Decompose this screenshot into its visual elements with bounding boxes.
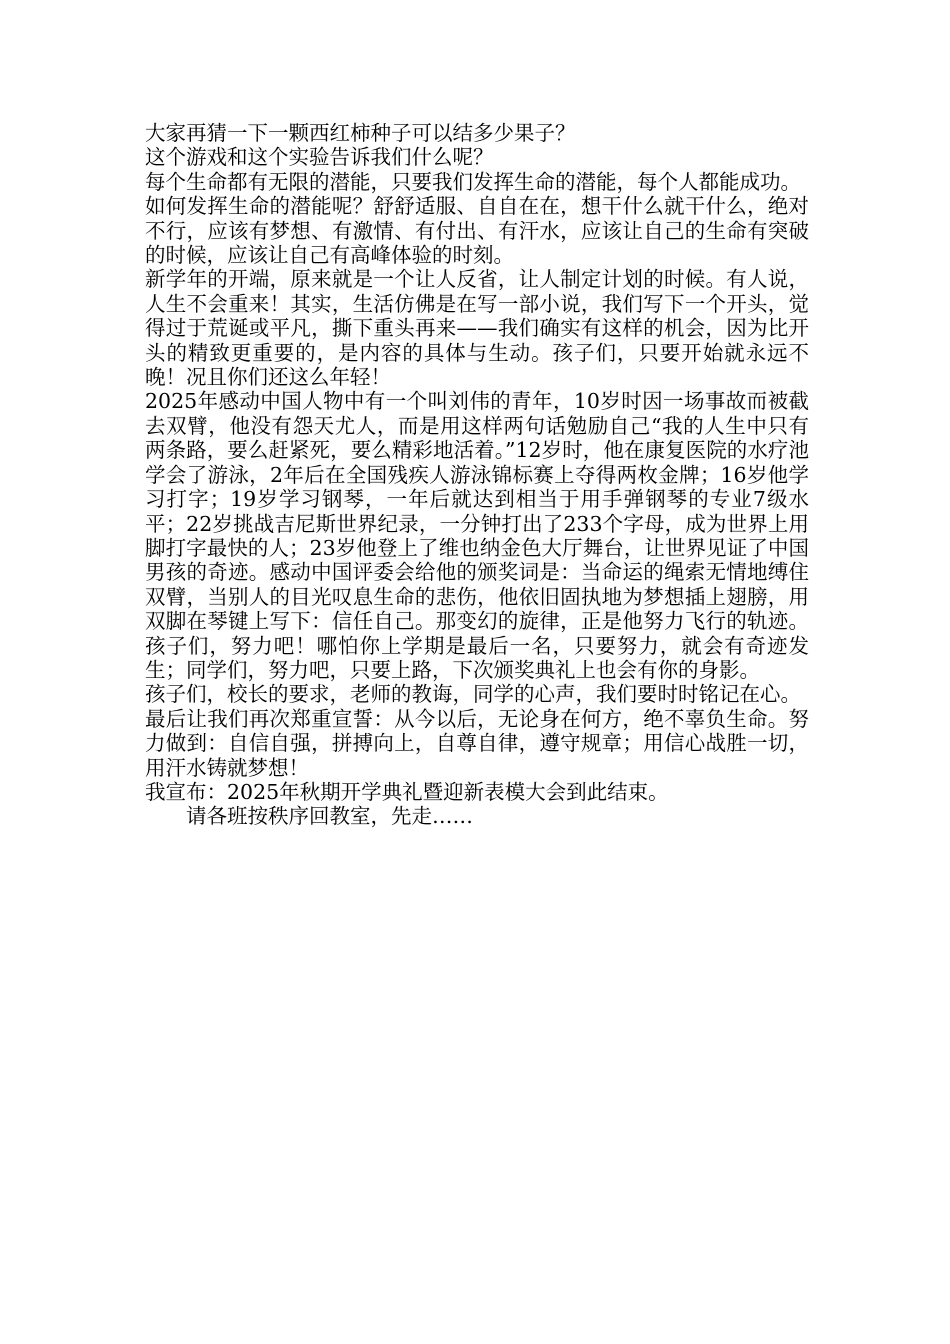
paragraph: 请各班按秩序回教室，先走…… bbox=[186, 804, 473, 829]
paragraph: 最后让我们再次郑重宣誓：从今以后，无论身在何方，绝不辜负生命。努力做到：自信自强，拼搏向上，自尊自律，遵守规章；用信心战胜一切， 用汗水铸就梦想！ bbox=[145, 706, 809, 780]
paragraph: 这个游戏和这个实验告诉我们什么呢？ bbox=[145, 145, 494, 170]
paragraph: 2025年感动中国人物中有一个叫刘伟的青年，10岁时因一场事故而被截去双臂，他没有怨天尤人，而是用这样两句话勉励自己“我的人生中只有两条路，要么赶紧死，要么精彩地活着。”12岁时，他在康复医院的水疗池学会了游泳，2年后在全国残疾人游泳锦标赛上夺得两枚金牌；16岁他学习打字；19岁学习钢琴，一年后就达到相当于用手弹钢琴的专业7级水平；22岁挑战吉尼斯世界纪录，一分钟打出了233个字母，成为世界上用脚打字最快的人；23岁他登上了维也纳金色大厅舞台，让世界见证了中国男孩的奇迹。感动中国评委会给他的颁奖词是：当命运的绳索无情地缚住双臂，当别人的目光叹息生命的悲伤，他依旧固执地为梦想插上翅膀，用双脚在琴键上写下：信任自己。那变幻的旋律，正是他努力飞行的轨迹。孩子们，努力吧！哪怕你上学期是最后一名，只要努力，就会有奇迹发生；同学们，努力吧，只要上路，下次颁奖典礼上也会有你的身影。 bbox=[145, 389, 809, 682]
document-body bbox=[145, 121, 809, 829]
paragraph: 大家再猜一下一颗西红柿种子可以结多少果子？ bbox=[145, 121, 576, 145]
paragraph: 如何发挥生命的潜能呢？舒舒适服、自自在在，想干什么就干什么，绝对不行，应该有梦想、有激情、有付出、有汗水，应该让自己的生命有突破的时候，应该让自己有高峰体验的时刻。 bbox=[145, 194, 809, 268]
paragraph: 每个生命都有无限的潜能，只要我们发挥生命的潜能，每个人都能成功。 bbox=[145, 169, 801, 194]
paragraph: 新学年的开端，原来就是一个让人反省，让人制定计划的时候。有人说，人生不会重来！其实，生活仿佛是在写一部小说，我们写下一个开头，觉得过于荒诞或平凡，撕下重头再来——我们确实有这样的机会，因为比开头的精致更重要的，是内容的具体与生动。孩子们，只要开始就永远不晚！况且你们还这么年轻！ bbox=[145, 267, 809, 390]
paragraph: 孩子们，校长的要求，老师的教诲，同学的心声，我们要时时铭记在心。 bbox=[145, 682, 801, 707]
paragraph: 我宣布：2025年秋期开学典礼暨迎新表模大会到此结束。 bbox=[145, 779, 669, 804]
